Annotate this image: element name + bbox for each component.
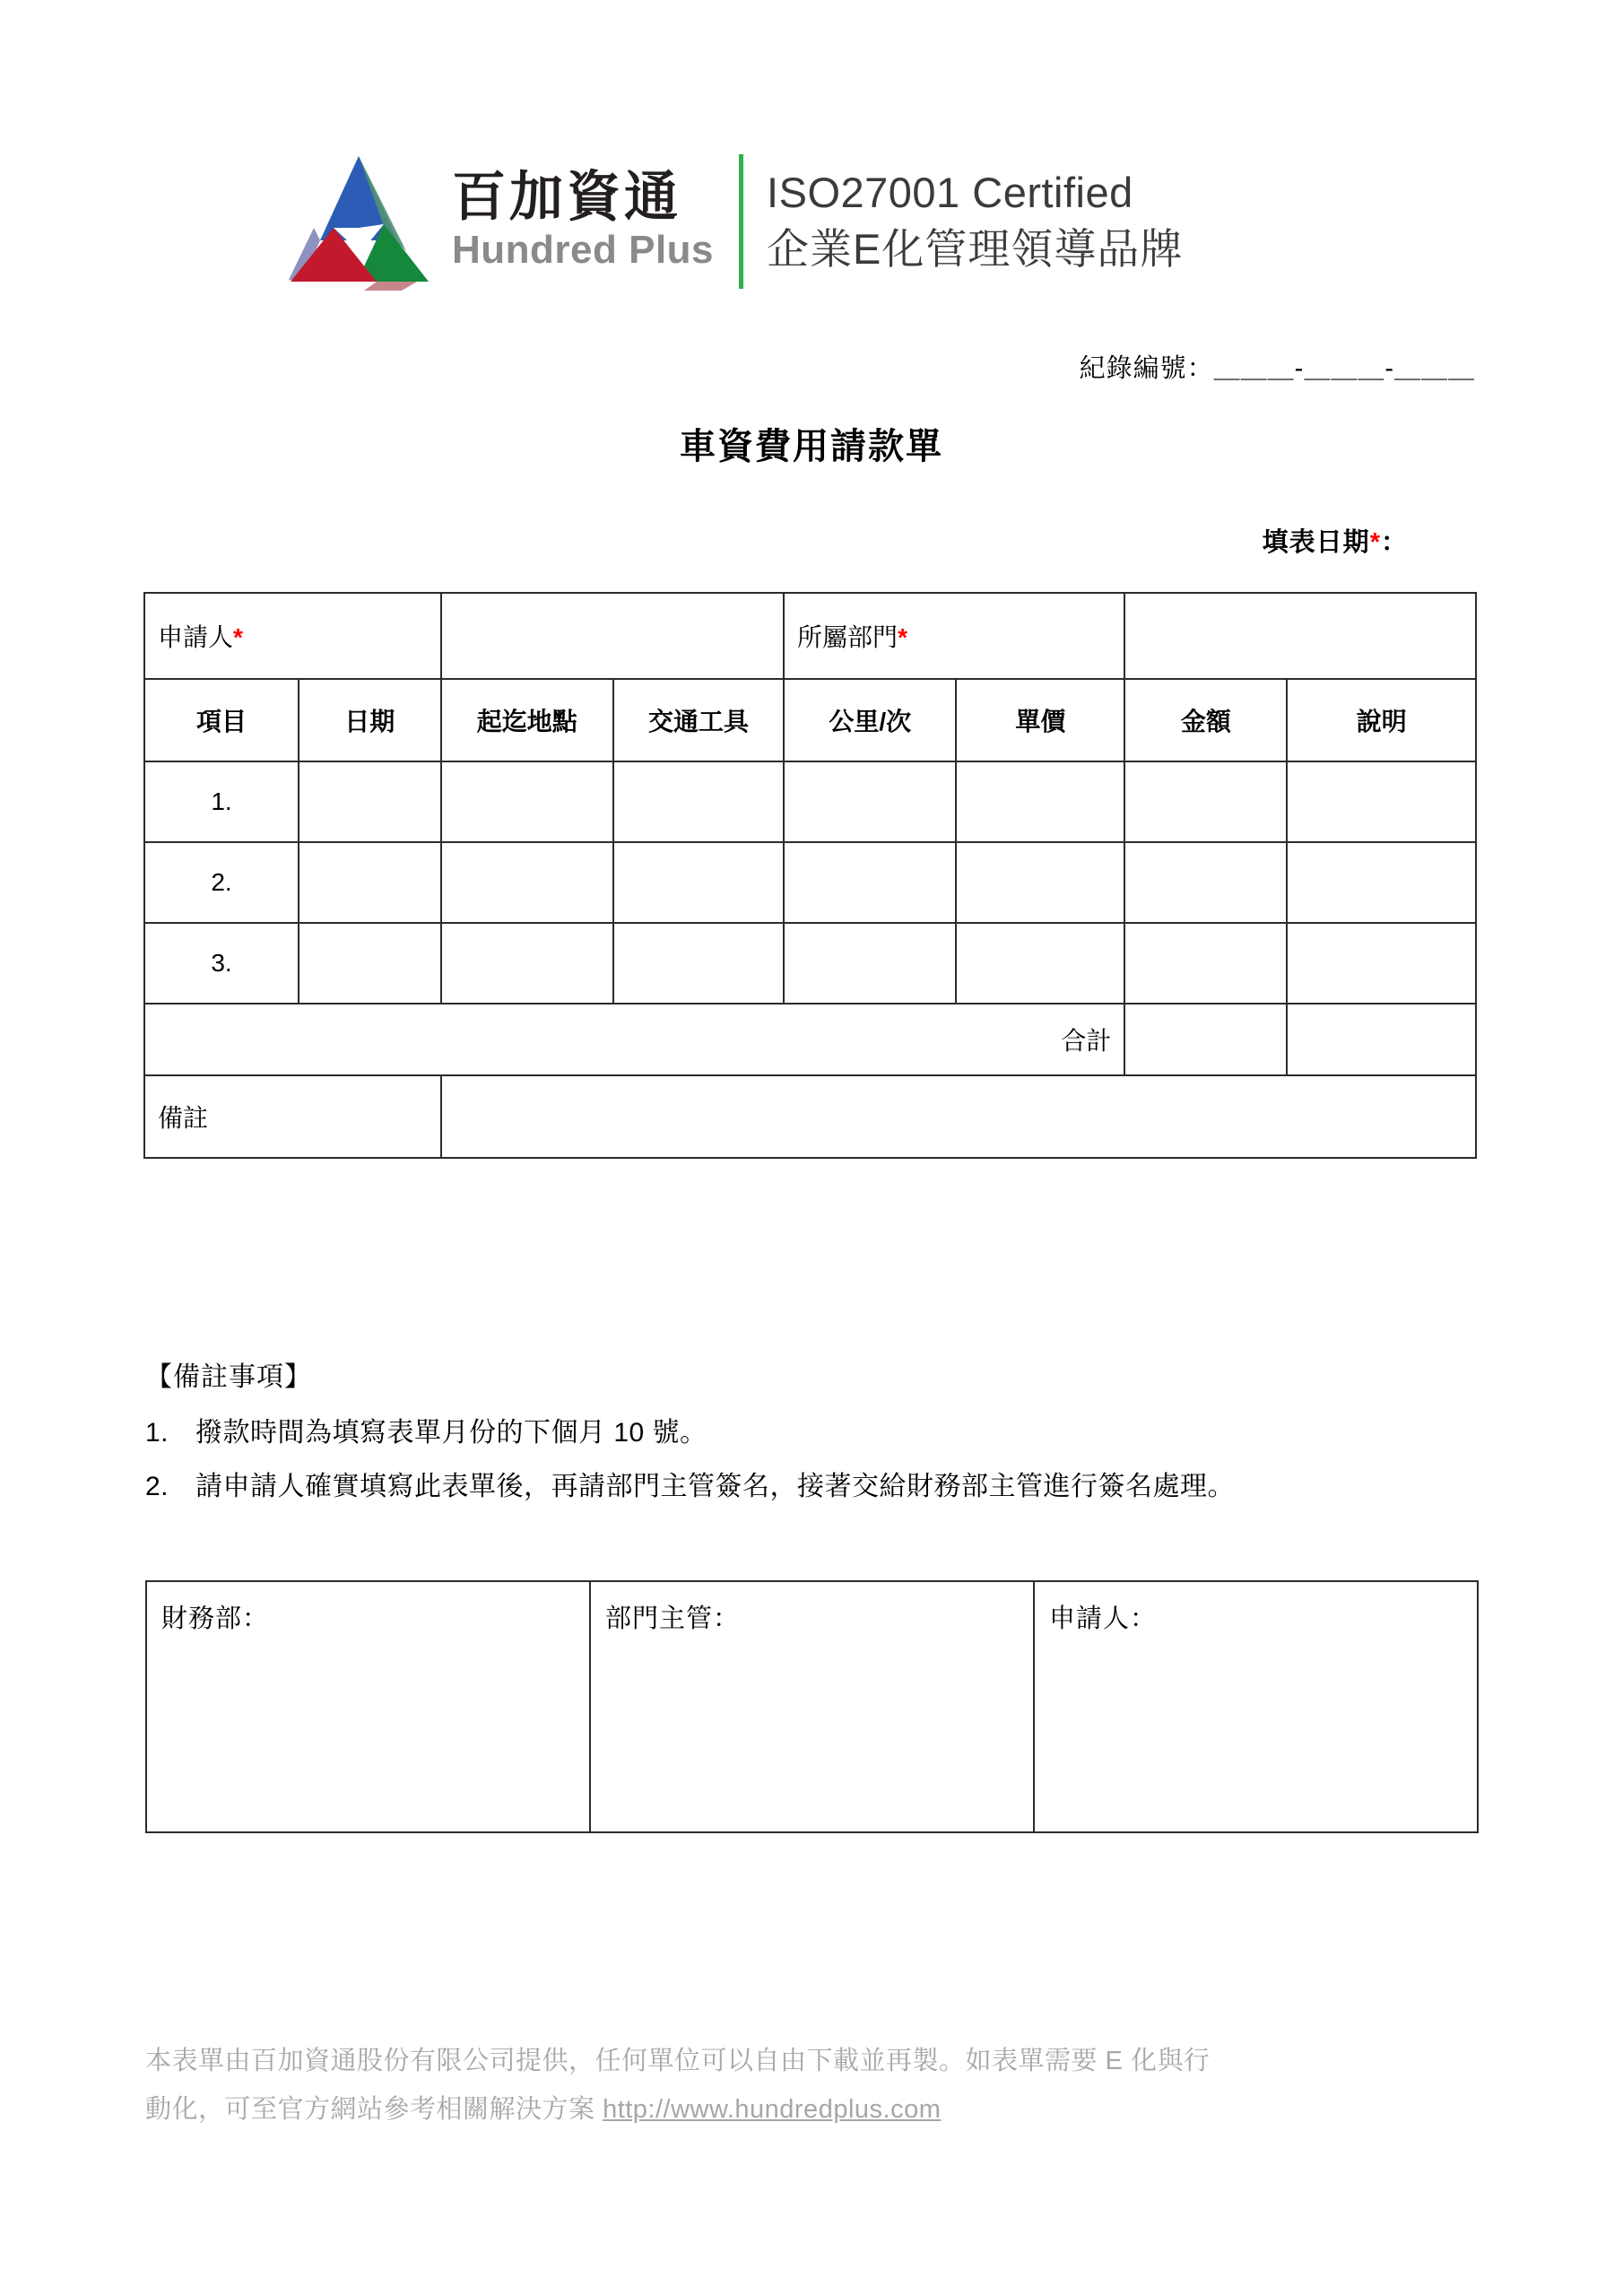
cell-km[interactable] [784, 842, 956, 923]
footer-website-link[interactable]: http://www.hundredplus.com [603, 2094, 942, 2124]
cell-vehicle[interactable] [613, 842, 784, 923]
notes-section [145, 1354, 1490, 1520]
applicant-value-cell[interactable] [441, 593, 785, 679]
cell-note[interactable] [1287, 761, 1476, 842]
department-required-asterisk: * [898, 623, 907, 651]
table-header-row [144, 679, 1476, 761]
cell-note[interactable] [1287, 923, 1476, 1004]
remark-label: 備註 [144, 1075, 441, 1158]
total-note[interactable] [1287, 1004, 1476, 1075]
record-number [1080, 348, 1475, 385]
table-row [144, 761, 1476, 842]
brand-divider [739, 154, 743, 289]
signature-table [145, 1580, 1479, 1833]
cell-km[interactable] [784, 923, 956, 1004]
required-asterisk: * [1369, 528, 1381, 557]
column-header-route: 起迄地點 [441, 679, 613, 761]
remark-row [144, 1075, 1476, 1158]
signature-box-applicant[interactable]: 申請人： [1034, 1581, 1478, 1832]
cell-vehicle[interactable] [613, 761, 784, 842]
note-number: 1. [145, 1418, 169, 1448]
signature-box-manager[interactable]: 部門主管： [590, 1581, 1034, 1832]
total-amount[interactable] [1124, 1004, 1287, 1075]
hundred-plus-triangle-logo-icon [278, 145, 439, 298]
department-label-cell [784, 593, 1124, 679]
expense-table [143, 592, 1477, 1159]
applicant-row [144, 593, 1476, 679]
cell-vehicle[interactable] [613, 923, 784, 1004]
cell-km[interactable] [784, 761, 956, 842]
footer-note [145, 2038, 1481, 2134]
row-index: 2. [144, 842, 299, 923]
total-row [144, 1004, 1476, 1075]
tagline-en: ISO27001 Certified [767, 169, 1133, 217]
note-item [145, 1413, 1490, 1453]
cell-date[interactable] [299, 842, 440, 923]
brand-tagline [767, 145, 1183, 298]
applicant-required-asterisk: * [233, 623, 243, 651]
department-value-cell[interactable] [1124, 593, 1476, 679]
record-number-label: 紀錄編號： [1079, 354, 1214, 383]
note-number: 2. [145, 1471, 169, 1501]
cell-unit-price[interactable] [956, 842, 1124, 923]
brand-header [278, 136, 1183, 307]
department-label: 所屬部門 [797, 623, 898, 651]
applicant-label: 申請人 [158, 623, 234, 651]
table-row [144, 842, 1476, 923]
brand-wordmark [452, 145, 714, 298]
signature-row [146, 1581, 1478, 1832]
cell-note[interactable] [1287, 842, 1476, 923]
column-header-item: 項目 [144, 679, 299, 761]
footer-line-2-prefix: 動化，可至官方網站參考相關解決方案 [145, 2094, 603, 2124]
column-header-note: 說明 [1287, 679, 1476, 761]
remark-value[interactable] [441, 1075, 1477, 1158]
note-text: 撥款時間為填寫表單月份的下個月 10 號。 [195, 1418, 707, 1448]
column-header-amount: 金額 [1124, 679, 1287, 761]
fill-date-colon: ： [1380, 528, 1408, 557]
column-header-vehicle: 交通工具 [613, 679, 784, 761]
row-index: 3. [144, 923, 299, 1004]
cell-amount[interactable] [1124, 842, 1287, 923]
column-header-km: 公里/次 [784, 679, 956, 761]
cell-route[interactable] [441, 923, 613, 1004]
signature-box-finance[interactable]: 財務部： [146, 1581, 590, 1832]
cell-route[interactable] [441, 761, 613, 842]
table-row [144, 923, 1476, 1004]
fill-date-field [1263, 522, 1408, 559]
brand-name-cn: 百加資通 [452, 167, 681, 228]
fill-date-label: 填表日期 [1262, 528, 1370, 557]
cell-route[interactable] [441, 842, 613, 923]
note-text: 請申請人確實填寫此表單後，再請部門主管簽名，接著交給財務部主管進行簽名處理。 [195, 1471, 1235, 1501]
cell-date[interactable] [299, 923, 440, 1004]
record-number-value[interactable]: ＿＿＿-＿＿＿-＿＿＿ [1213, 354, 1475, 383]
column-header-unit-price: 單價 [956, 679, 1124, 761]
page-title: 車資費用請款單 [680, 427, 943, 466]
column-header-date: 日期 [299, 679, 440, 761]
cell-amount[interactable] [1124, 923, 1287, 1004]
tagline-cn: 企業E化管理領導品牌 [767, 224, 1184, 273]
cell-date[interactable] [299, 761, 440, 842]
cell-amount[interactable] [1124, 761, 1287, 842]
applicant-label-cell [144, 593, 441, 679]
total-label: 合計 [144, 1004, 1124, 1075]
footer-line-1: 本表單由百加資通股份有限公司提供，任何單位可以自由下載並再製。如表單需要 E 化與行 [145, 2047, 1211, 2075]
brand-name-en: Hundred Plus [452, 228, 715, 273]
cell-unit-price[interactable] [956, 761, 1124, 842]
notes-title: 【備註事項】 [145, 1362, 312, 1392]
cell-unit-price[interactable] [956, 923, 1124, 1004]
row-index: 1. [144, 761, 299, 842]
note-item [145, 1467, 1490, 1507]
